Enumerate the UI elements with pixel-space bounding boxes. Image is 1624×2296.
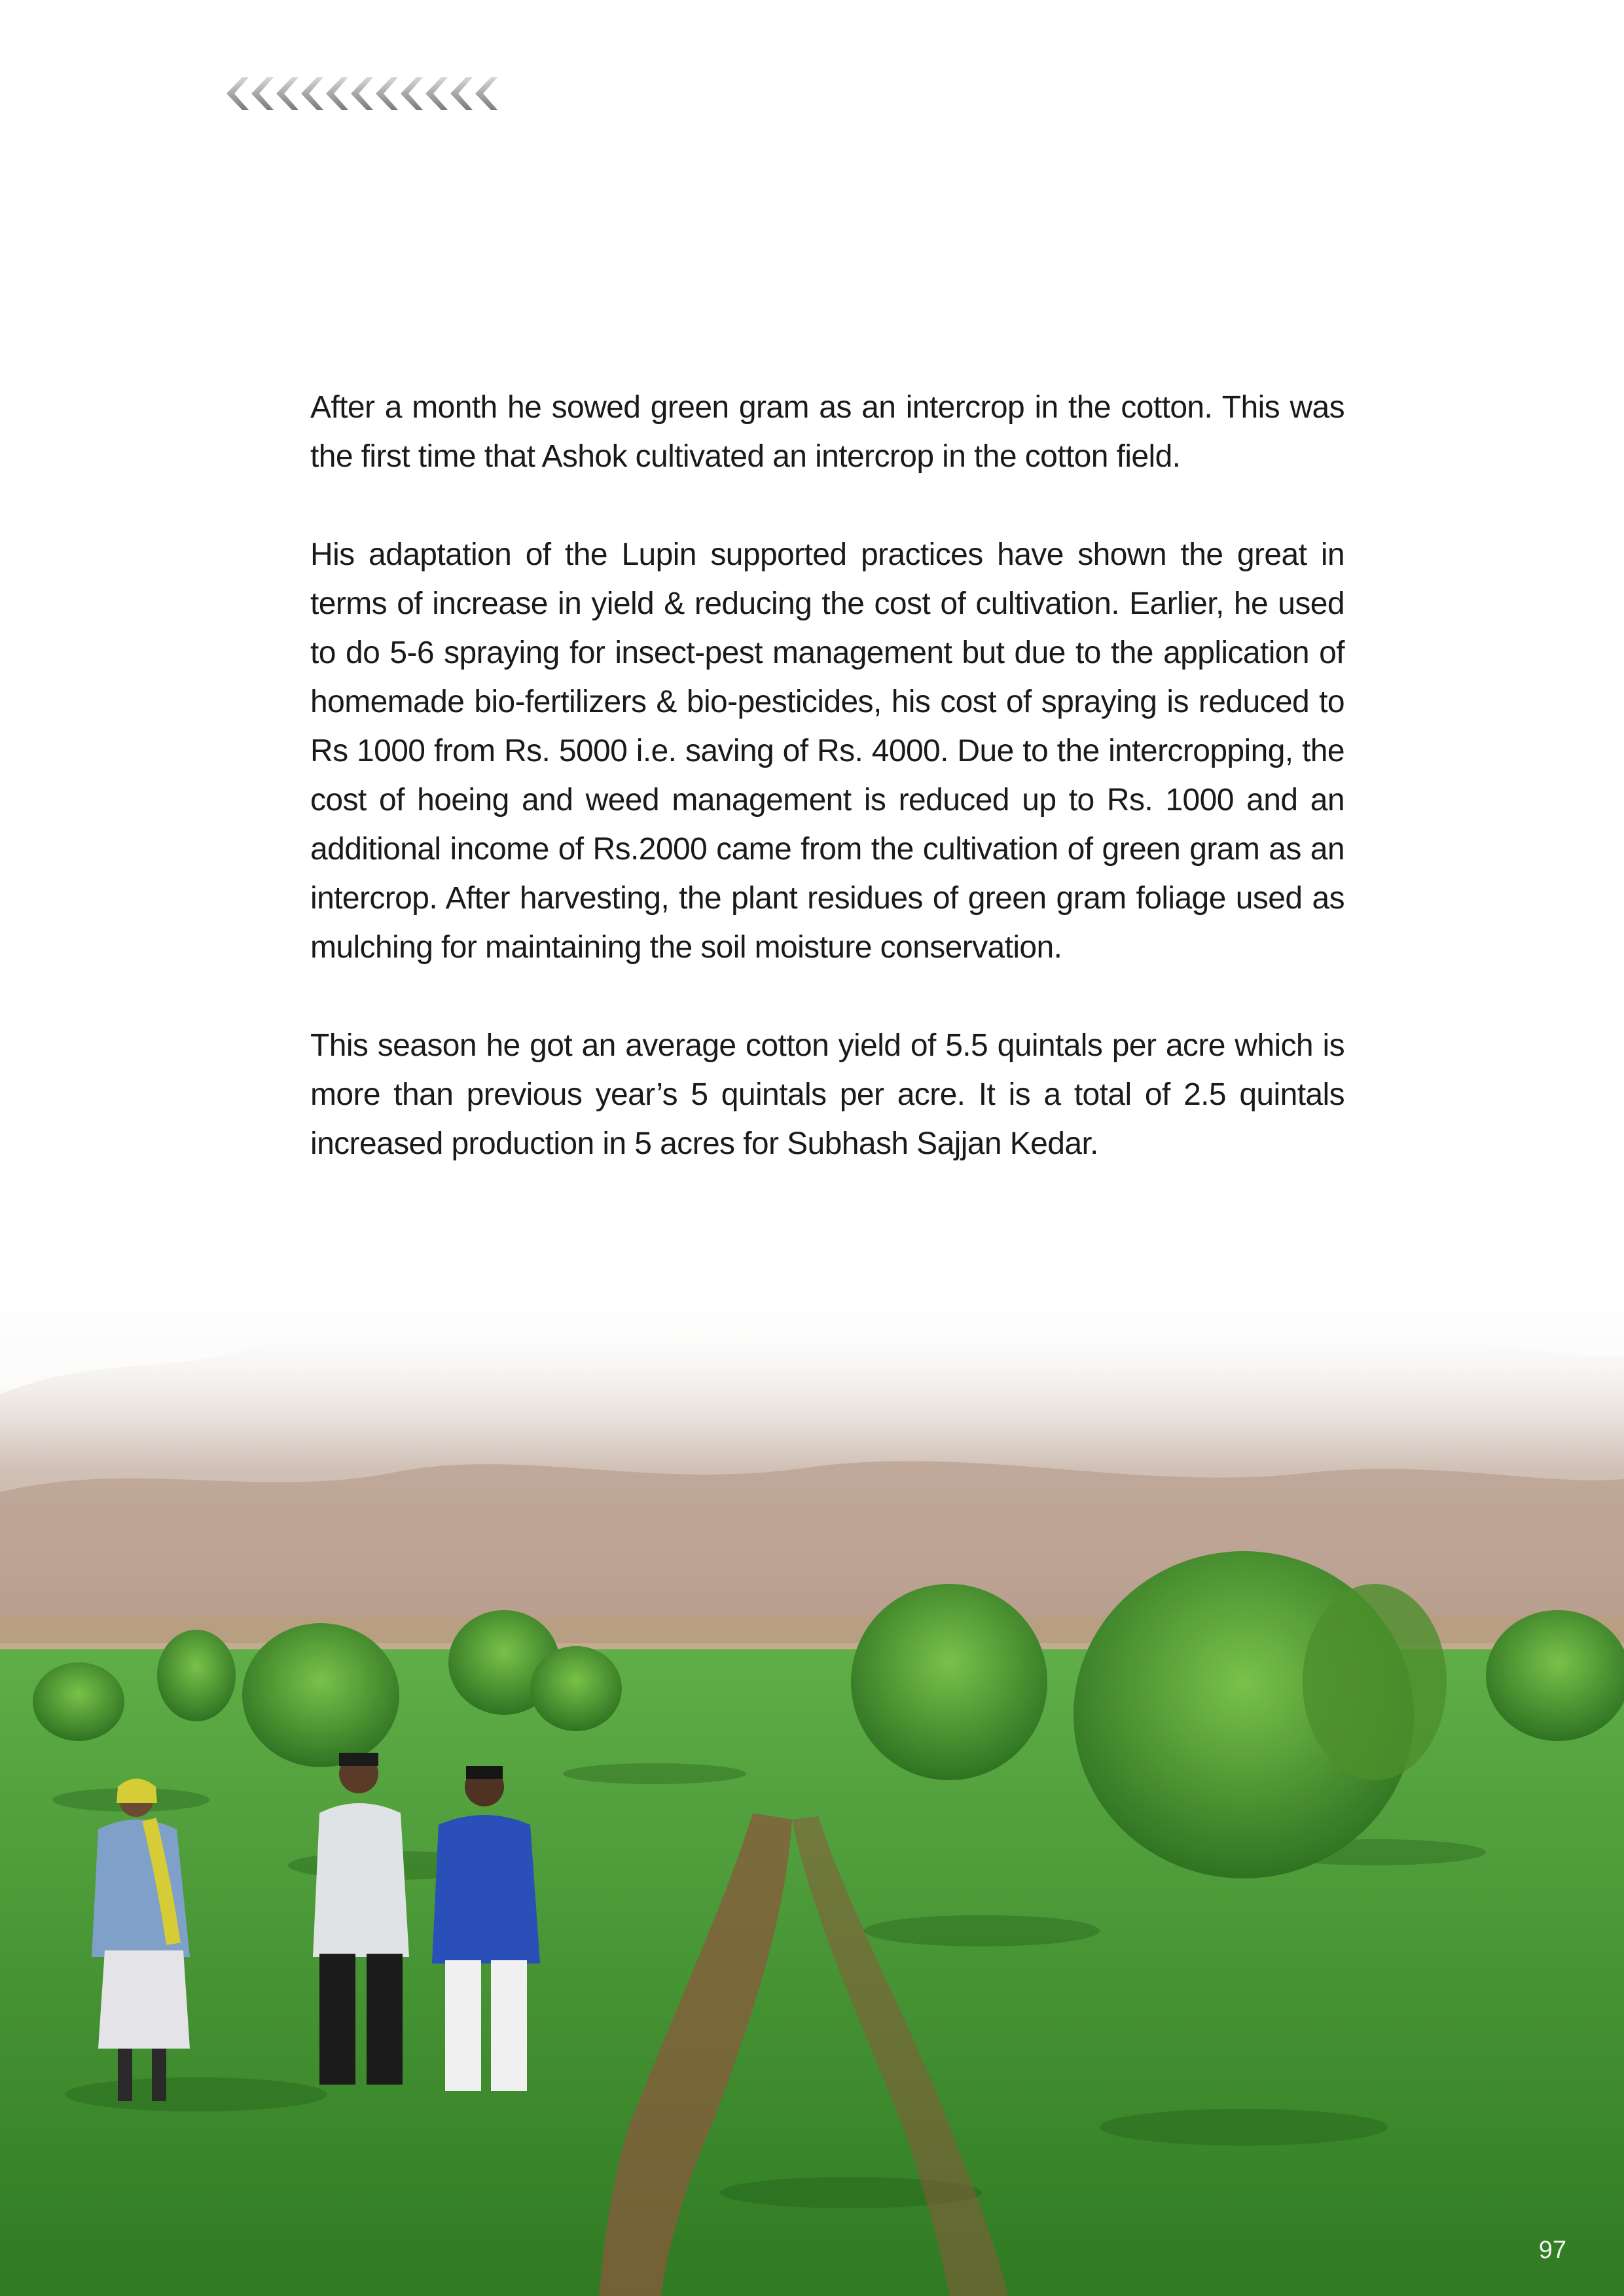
chevron-icon (351, 77, 373, 110)
chevron-icon (401, 77, 423, 110)
chevron-icon (450, 77, 473, 110)
paragraph-cost-reduction: His adaptation of the Lupin supported practices have shown the great in terms of increase in yield & reducing the cost of cultivation. Earlier, he used to do 5-6 spraying for insect-pest management but due to the application of homemade bio-fertilizers & bio-pesticides, his cost of spraying is reduced to Rs 1000 from Rs. 5000 i.e. saving of Rs. 4000. Due to the intercropping, the cost of hoeing and weed management is reduced up to Rs. 1000 and an additional income of Rs.2000 came from the cultivation of green gram as an intercrop. After harvesting, the plant residues of green gram foliage used as mulching for maintaining the soil moisture conservation. (310, 537, 1344, 965)
chevron-icon (251, 77, 274, 110)
page-number: 97 (1538, 2236, 1566, 2264)
article-body (310, 383, 1344, 1217)
field-photo (0, 1276, 1624, 2296)
chevron-icon (226, 77, 249, 110)
chevron-icon (326, 77, 348, 110)
chevron-icon (301, 77, 323, 110)
chevron-icon (276, 77, 298, 110)
chevron-icon (425, 77, 448, 110)
paragraph-intercrop: After a month he sowed green gram as an intercrop in the cotton. This was the first time that Ashok cultivated an intercrop in the cotton field. (310, 390, 1344, 474)
chevron-icon (376, 77, 398, 110)
paragraph-yield: This season he got an average cotton yield of 5.5 quintals per acre which is more than previous year’s 5 quintals per acre. It is a total of 2.5 quintals increased production in 5 acres for Subhash Sajjan Kedar. (310, 1028, 1344, 1161)
chevron-icon (475, 77, 497, 110)
chevron-ornament-icon (216, 73, 504, 114)
